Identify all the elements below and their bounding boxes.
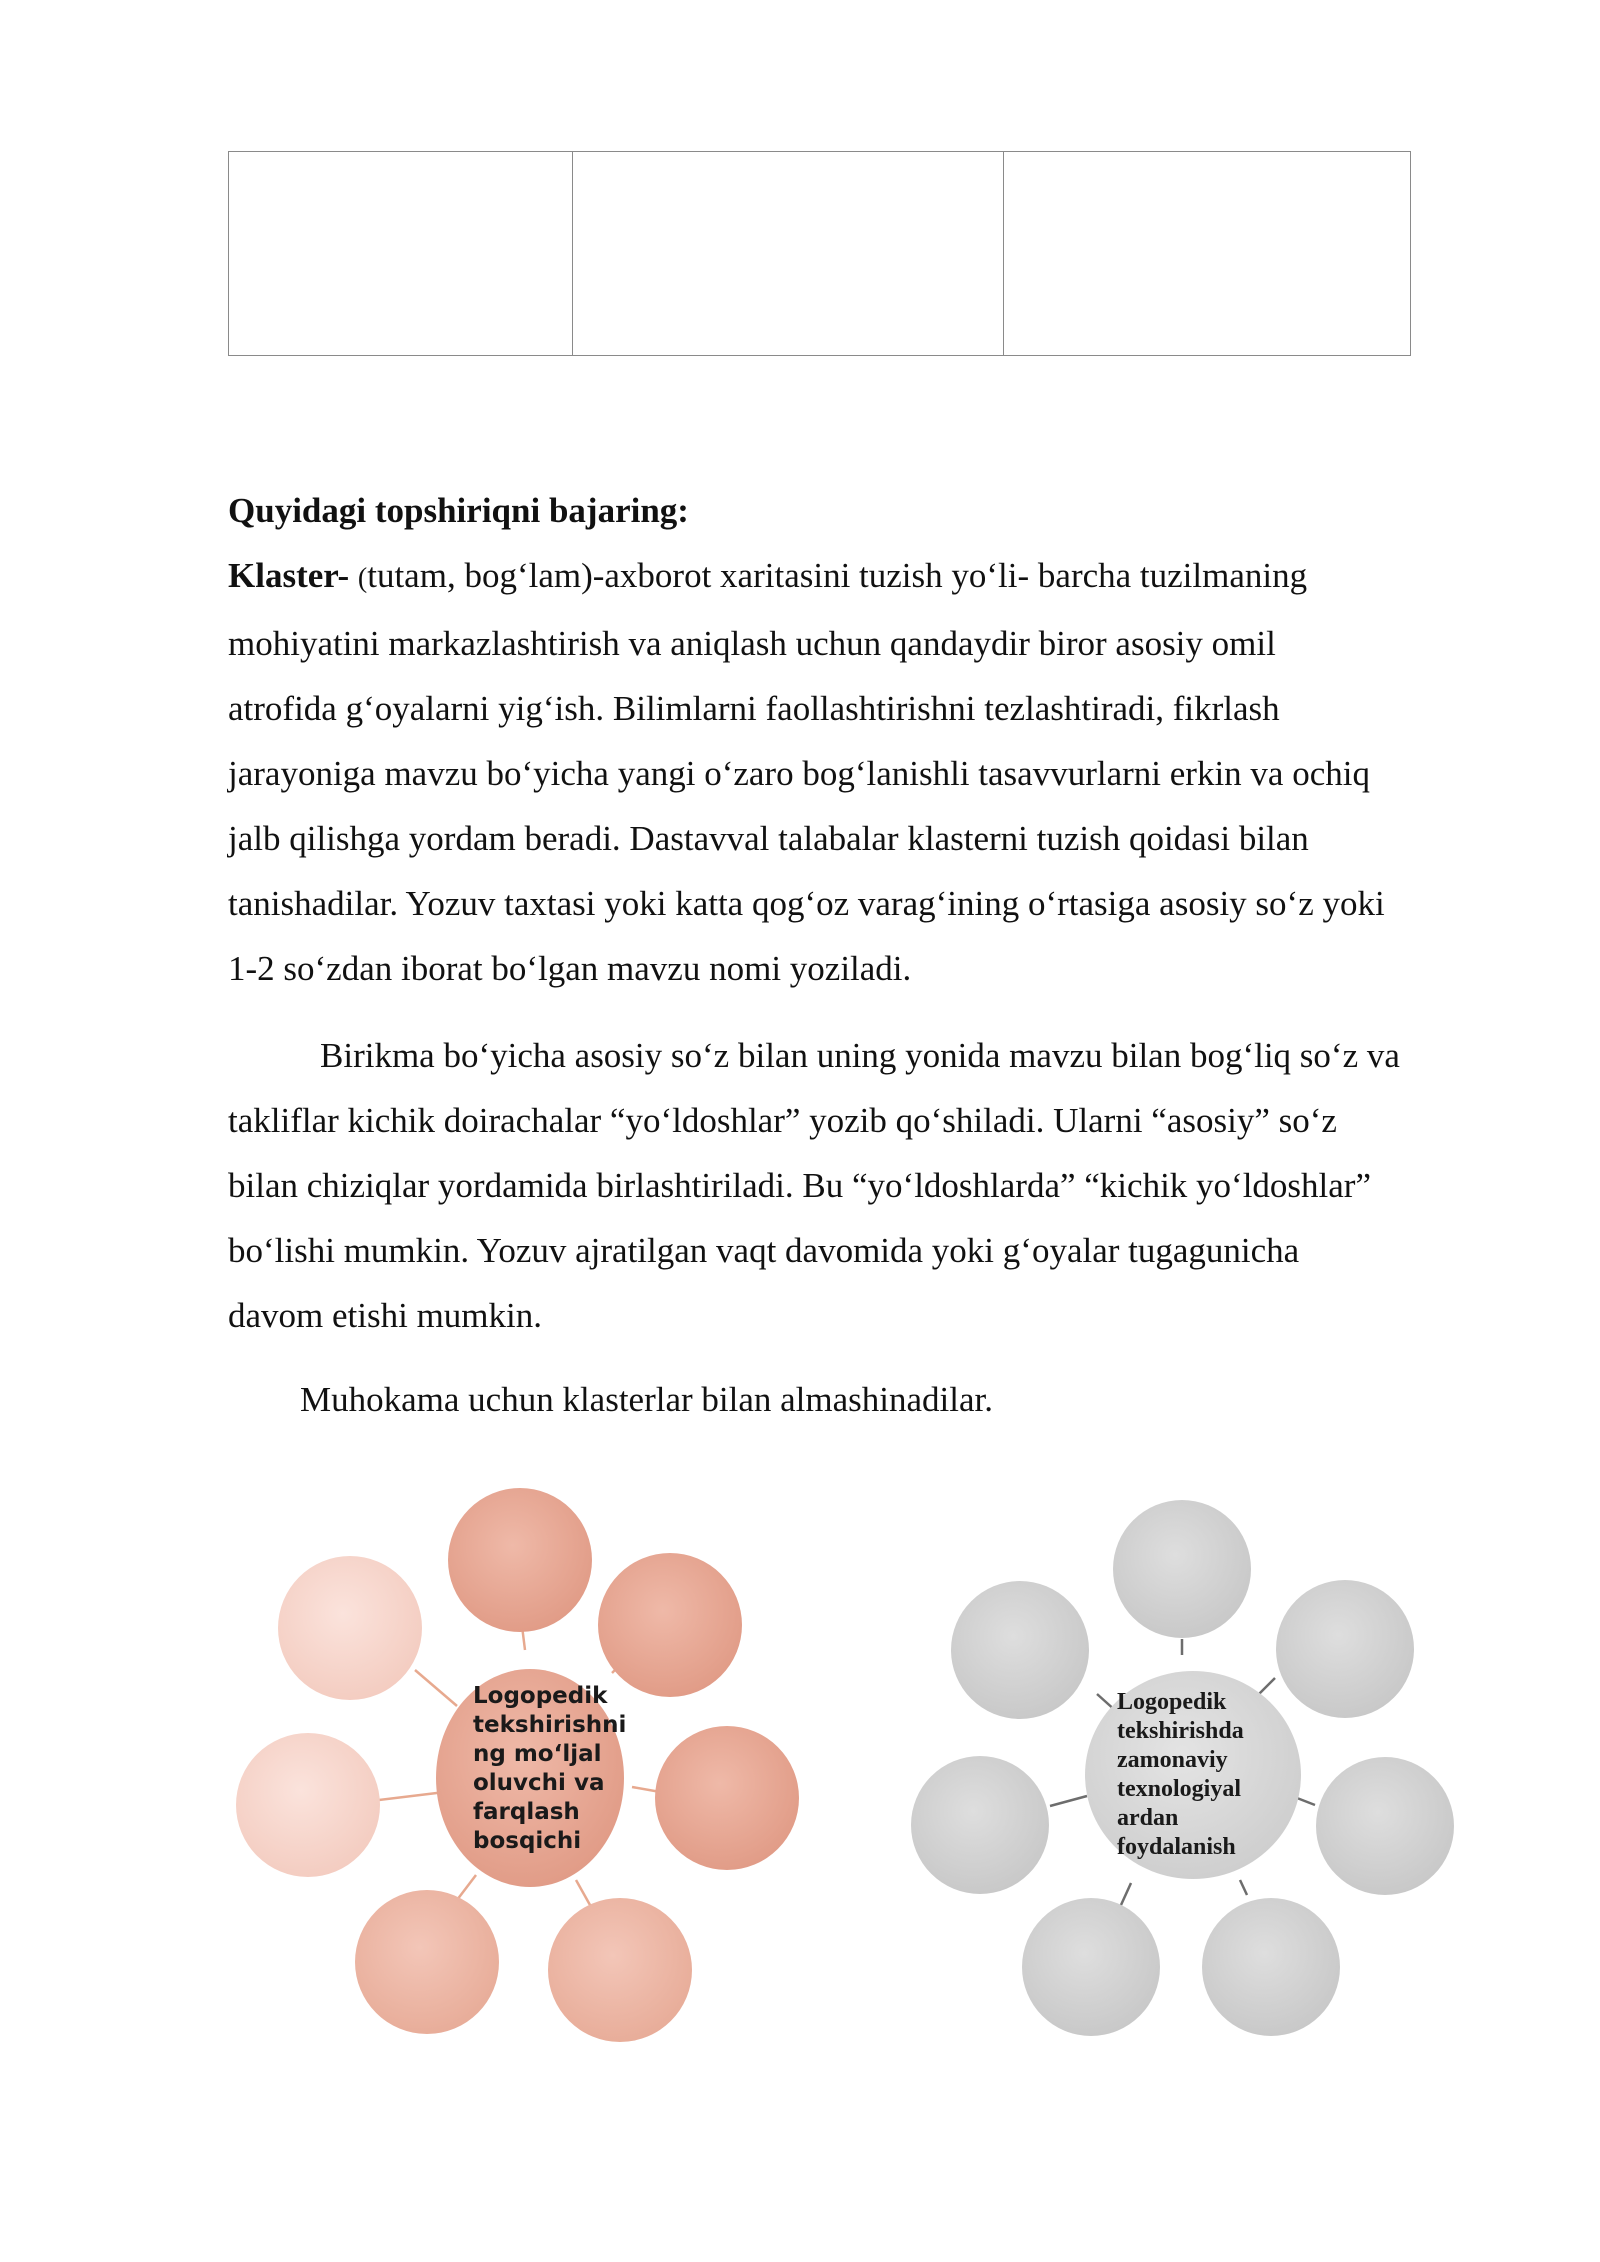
- satellite-circle: [1202, 1898, 1340, 2036]
- paragraph-line: tanishadilar. Yozuv taxtasi yoki katta qog‘oz varag‘ining o‘rtasiga asosiy so‘z yoki: [228, 884, 1385, 923]
- satellite-circle: [278, 1556, 422, 1700]
- paragraph-line: Birikma bo‘yicha asosiy so‘z bilan uning yonida mavzu bilan bog‘liq so‘z va: [320, 1036, 1400, 1075]
- center-label-line: oluvchi va: [473, 1770, 605, 1796]
- connector-line: [415, 1670, 457, 1706]
- connector-line: [457, 1875, 476, 1900]
- paragraph-birikma: [228, 1023, 1488, 1348]
- connector-line: [379, 1792, 445, 1800]
- center-label-line: bosqichi: [473, 1828, 582, 1854]
- paragraph-line: jarayoniga mavzu bo‘yicha yangi o‘zaro bog‘lanishli tasavvurlarni erkin va ochiq: [228, 754, 1370, 793]
- center-label-line: texnologiyal: [1117, 1776, 1241, 1802]
- center-label-line: farqlash: [473, 1799, 580, 1825]
- satellite-circle: [236, 1733, 380, 1877]
- satellite-circle: [1022, 1898, 1160, 2036]
- cluster-diagram-left: [220, 1450, 830, 2060]
- paragraph-line: mohiyatini markazlashtirish va aniqlash uchun qandaydir biror asosiy omil: [228, 624, 1276, 663]
- cluster-center-label: [473, 1682, 626, 1856]
- connector-line: [1297, 1798, 1315, 1805]
- paragraph-line: 1-2 so‘zdan iborat bo‘lgan mavzu nomi yoziladi.: [228, 949, 912, 988]
- center-label-line: ng mo‘ljal: [473, 1741, 602, 1767]
- task-heading: Quyidagi topshiriqni bajaring:: [228, 491, 689, 530]
- connector-line: [576, 1880, 590, 1905]
- satellite-circle: [911, 1756, 1049, 1894]
- paragraph-line: takliflar kichik doirachalar “yo‘ldoshlar” yozib qo‘shiladi. Ularni “asosiy” so‘z: [228, 1101, 1337, 1140]
- satellite-circle: [1316, 1757, 1454, 1895]
- paren-open: (: [357, 563, 368, 594]
- satellite-circle: [598, 1553, 742, 1697]
- satellite-circle: [548, 1898, 692, 2042]
- table-cell: [1004, 152, 1411, 356]
- term-klaster: Klaster-: [228, 556, 350, 595]
- center-label-line: tekshirishda: [1117, 1718, 1244, 1744]
- cluster-diagram-right: [895, 1450, 1505, 2060]
- paragraph-klaster: [228, 543, 1488, 1001]
- empty-table: [228, 151, 1411, 356]
- cluster-center-label: [1117, 1688, 1244, 1862]
- table-cell: [573, 152, 1004, 356]
- connector-line: [1258, 1678, 1275, 1695]
- satellite-circle: [448, 1488, 592, 1632]
- center-label-line: zamonaviy: [1117, 1747, 1228, 1773]
- paragraph-muhokama: Muhokama uchun klasterlar bilan almashinadilar.: [300, 1380, 993, 1419]
- satellite-circle: [951, 1581, 1089, 1719]
- connector-line: [1240, 1880, 1247, 1895]
- connector-line: [1050, 1796, 1087, 1806]
- center-label-line: foydalanish: [1117, 1834, 1236, 1860]
- paragraph-line: bilan chiziqlar yordamida birlashtiriladi. Bu “yo‘ldoshlarda” “kichik yo‘ldoshlar”: [228, 1166, 1371, 1205]
- satellite-circle: [1113, 1500, 1251, 1638]
- paragraph-line-text: tutam, bog‘lam)-axborot xaritasini tuzish yo‘li- barcha tuzilmaning: [367, 556, 1308, 595]
- table-row: [229, 152, 1411, 356]
- paragraph-line: bo‘lishi mumkin. Yozuv ajratilgan vaqt davomida yoki g‘oyalar tugagunicha: [228, 1231, 1300, 1270]
- table-cell: [229, 152, 573, 356]
- center-label-line: Logopedik: [473, 1683, 608, 1709]
- paragraph-line: davom etishi mumkin.: [228, 1296, 543, 1335]
- connector-line: [1121, 1883, 1131, 1905]
- paragraph-line: atrofida g‘oyalarni yig‘ish. Bilimlarni faollashtirishni tezlashtiradi, fikrlash: [228, 689, 1280, 728]
- center-label-line: tekshirishni: [473, 1712, 627, 1738]
- satellite-circle: [1276, 1580, 1414, 1718]
- center-label-line: Logopedik: [1117, 1689, 1227, 1715]
- satellite-circle: [355, 1890, 499, 2034]
- satellite-circle: [655, 1726, 799, 1870]
- center-label-line: ardan: [1117, 1805, 1179, 1831]
- paragraph-line: jalb qilishga yordam beradi. Dastavval talabalar klasterni tuzish qoidasi bilan: [228, 819, 1309, 858]
- paragraph-line: [228, 543, 1488, 611]
